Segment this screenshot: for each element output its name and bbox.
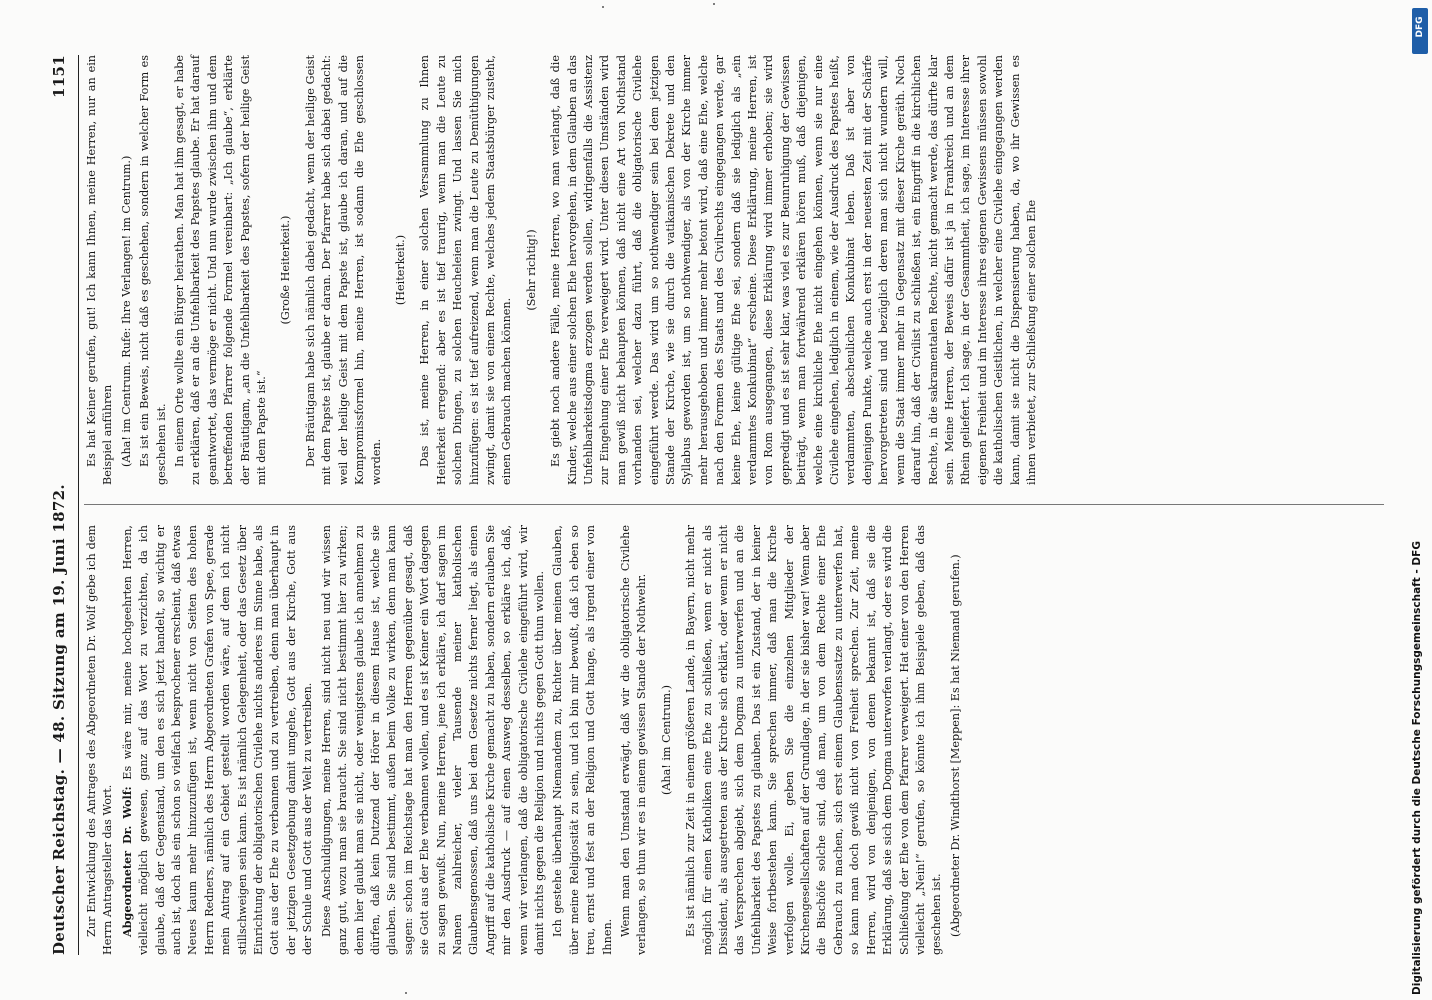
scan-speck [713,3,715,5]
body-paragraph: In einem Orte wollte ein Bürger heirathen. Man hat ihm gesagt, er habe zu erklären, daß er an die Unfehlbarkeit des Papstes glaube. Er hat darauf geantwortet, das vermöge er nicht. Und nun wurde zwischen ihm und dem betreffenden Pfarrer folgende Formel vereinbart: „Ich glaube“, erklärte der Bräutigam, „an die Unfehlbarkeit des Papstes, sofern der heilige Geist mit dem Papste ist.“ [173,55,269,485]
stage-direction: (Sehr richtig!) [524,229,538,311]
body-paragraph: Es ist ein Beweis, nicht daß es geschehen, sondern in welcher Form es geschehen ist. [138,55,168,485]
scan-speck [602,6,604,8]
speech-text: Es wäre mir, meine hochgeehrten Herren, vielleicht möglich gewesen, ganz auf das Wort zu verzichten, da ich glaube, daß der Gegenstand, um den es sich jetzt handelt, so wichtig er auch ist, doch als ein schon so vielfach besprochener erscheint, daß etwas Neues kaum mehr hinzuzufügen ist, wenn nicht von Seiten des hohen Herrn Redners, nämlich des Herrn Abgeordneten Grafen von Spee, gerade mein Antrag auf ein Gebiet gestellt worden wäre, auf dem ich nicht stillschweigen sein kann. Es ist nämlich Gelegenheit, oder das Gesetz über Einrichtung der obligatorischen Civilehe nichts anderes im Sinne habe, als Gott aus der Ehe zu verbannen und zu vertreiben, denn man überhaupt in der jetzigen Gesetzgebung damit umgehe, Gott aus der Kirche, Gott aus der Schule und Gott aus der Welt zu vertreiben. [120,525,315,955]
page-header [50,55,76,955]
page-number: 1151 [50,55,68,98]
body-paragraph: (Abgeordneter Dr. Windthorst [Meppen]: Es hat Niemand gerufen.) [948,554,962,937]
body-paragraph: Es giebt noch andere Fälle, meine Herren, wo man verlangt, daß die Kinder, welche aus einer solchen Ehe hervorgehen, in dem Glauben an das Unfehlbarkeitsdogma erzogen werden sollen, widrigenfalls die Assistenz zur Eingehung einer Ehe verweigert wird. Unter diesen Umständen wird man gewiß nicht behaupten können, daß nicht eine Art von Nothstand vorhanden sei, welcher dazu führt, daß die obligatorische Civilehe eingeführt werde. Das wird um so nothwendiger sein bei dem jetzigen Stande der Kirche, wie sie durch die vatikanischen Dekrete und den Syllabus geworden ist, um so nothwendiger, als von der Kirche immer mehr herausgehoben und immer mehr betont wird, daß eine Ehe, welche nach den Formen des Staats und des Civilrechts eingegangen werde, gar keine Ehe, keine gültige Ehe sei, sondern daß sie lediglich als „ein verdammtes Konkubinat“ erscheine. Diese Erklärung, meine Herren, ist von Rom ausgegangen, diese Erklärung wird immer erhoben; sie wird gepredigt und es ist sehr klar, was viel es zur Beunruhigung der Gewissen beiträgt, wenn man fortwährend erklären hören muß, daß diejenigen, welche eine kirchliche Ehe nicht eingehen können, wenn sie nur eine Civilehe eingehen, lediglich in einem, wie der Ausdruck des Papstes heißt, verdammten, abscheulichen Konkubinat leben. Daß ist aber von denjenigen Punkte, welche auch erst in der neuesten Zeit mit der Schärfe hervorgetreten sind und bezüglich deren man sich nicht wundern will, wenn die Staat immer mehr in Gegensatz mit dieser Kirche geräth. Noch darauf hin, daß der Civilist zu schließen ist, ein Eingriff in die kirchlichen Rechte, in die sakramentalen Rechte, nicht gemacht werde, das dürfte klar sein. Meine Herren, der Beweis dafür ist ja in Frankreich und an dem Rhein geliefert. Ich sage, in der Gesammtheit, ich sage, im Interesse ihrer eigenen Freiheit und im Interesse ihres eigenen Gewissens müssen sowohl die katholischen Geistlichen, in welcher eine Civilehe eingegangen werden kann, damit sie nicht die Dispensierung haben, da, wo ihr Gewissen es ihnen verbietet, zur Schließung einer solchen Ehe [549,55,1038,485]
speech-paragraph [119,525,317,955]
body-paragraph: Diese Anschuldigungen, meine Herren, sind nicht neu und wir wissen ganz gut, wozu man sie braucht. Sie sind nicht bestimmt hier zu wirken; denn hier glaubt man sie nicht, oder wenigstens glaube ich annehmen zu dürfen, daß kein Dutzend der Hörer in diesem Hause ist, welche sie glauben. Sie sind bestimmt, außen beim Volke zu wirken, denn man kann sagen: schon im Reichstage hat man den Herren gegenüber gesagt, daß sie Gott aus der Ehe verbannen wollen, und es ist Keiner ein Wort dagegen zu sagen gewußt. Nun, meine Herren, jene ich erkläre, ich darf sagen im Namen zahlreicher, vieler Tausende meiner katholischen Glaubensgenossen, daß uns bei dem Gesetze nichts ferner liegt, als einen Angriff auf die katholische Kirche gemacht zu haben, sondern erlauben Sie mir den Ausdruck — auf einen Ausweg desselben, so erkläre ich, daß, wenn wir verlangen, daß die obligatorische Civilehe eingeführt wird, wir damit nichts gegen die Religion und nichts gegen Gott thun wollen. [319,525,546,955]
left-column [84,525,966,955]
rotated-newspaper-sheet [40,25,1430,975]
right-column [84,55,1042,485]
body-paragraph: Es ist nämlich zur Zeit in einem größeren Lande, in Bayern, nicht mehr möglich für einen Katholiken eine Ehe zu schließen, wenn er nicht als Dissident, als ausgetreten aus der Kirche sich erklärt, oder wenn er nicht das Versprechen abgiebt, sich dem Dogma zu unterwerfen und an die Unfehlbarkeit des Papstes zu glauben. Das ist ein Zustand, der in keiner Weise fortbestehen kann. Sie sprechen immer, daß man die Kirche verfolgen wolle. Ei, geben Sie die einzelnen Mitglieder der Kirchengesellschaften auf der Grundlage, in der sie bisher war! Wenn aber die Bischöfe solche sind, daß man, um von dem Rechte einer Ehe Gebrauch zu machen, sich erst einem Glaubenssatze zu unterwerfen hat, so kann man doch gewiß nicht von Freiheit sprechen. Zur Zeit, meine Herren, wird von denjenigen, von denen bekannt ist, daß sie die Erklärung, daß sie sich dem Dogma unterworfen verlangt, oder es wird die Schließung der Ehe von dem Pfarrer verweigert. Hat einer von den Herren vielleicht „Nein!“ gerufen, so könnte ich ihm Beispiele geben, daß das geschehen ist. [684,525,944,955]
body-paragraph: Der Bräutigam habe sich nämlich dabei gedacht, wenn der heilige Geist mit dem Papste ist, glaube er daran. Der Pfarrer habe sich dabei gedacht: weil der heilige Geist mit dem Papste ist, glaube ich daran, und auf die Kompromissformel hin, meine Herren, ist sodann die Ehe geschlossen worden. [303,55,383,485]
speaker-name: Abgeordneter Dr. Wolf: [119,786,134,937]
dfg-logo-text: DFG [1415,16,1425,38]
header-rule [78,55,79,955]
stage-direction: (Aha! im Centrum.) [659,684,673,796]
header-title: Deutscher Reichstag. — 48. Sitzung am 19. Juni 1872. [50,484,68,955]
body-paragraph: Das ist, meine Herren, in einer solchen Versammlung zu Ihnen Heiterkeit erregend: aber es ist tief traurig, wenn man die Leute zu solchen Dingen, zu solchen Heucheleien zwingt. Und lassen Sie mich hinzufügen: es ist tief aufreizend, wenn man die Leute zu Demüthigungen zwingt, damit sie von einem Rechte, welches jedem Staatsbürger zusteht, einen Gebrauch machen können. [418,55,514,485]
stage-direction: (Große Heiterkeit.) [279,215,293,325]
attribution-strip [1405,5,1429,995]
attribution-text: Digitalisierung gefördert durch die Deutsche Forschungsgemeinschaft - DFG [1411,541,1423,995]
body-paragraph: Wenn man den Umstand erwägt, daß wir die obligatorische Civilehe verlangen, so thun wir es in einem gewissen Stande der Nothwehr. [619,525,649,955]
body-paragraph: Zur Entwicklung des Antrages des Abgeordneten Dr. Wolf gebe ich dem Herrn Antragsteller das Wort. [85,525,115,955]
scan-speck [405,992,407,994]
body-paragraph: Es hat Keiner gerufen, gut! Ich kann Ihnen, meine Herren, nur an ein Beispiel anführen [85,55,115,485]
dfg-logo [1412,8,1428,54]
body-paragraph: Ich gestehe überhaupt Niemandem zu, Richter über meinen Glauben, über meine Religiosität zu sein, und ich bin mir bewußt, daß ich eben so treu, ernst und fest an der Religion und Gott hange, als irgend einer von Ihnen. [551,525,614,955]
stage-direction: (Heiterkeit.) [393,234,407,306]
column-divider [84,504,1384,505]
body-paragraph: (Aha! im Centrum. Rufe: Ihre Verlangen! im Centrum.) [119,155,133,467]
